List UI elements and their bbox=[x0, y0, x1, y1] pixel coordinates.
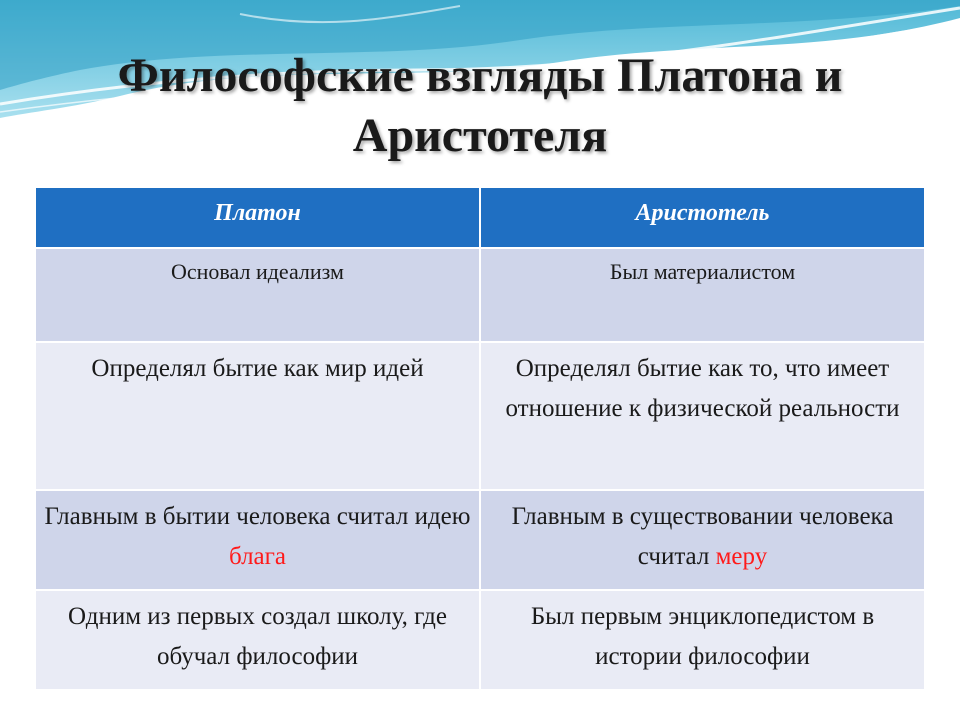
cell-plato: Определял бытие как мир идей bbox=[35, 342, 480, 490]
cell-plato: Главным в бытии человека считал идею блага bbox=[35, 490, 480, 590]
cell-plato: Одним из первых создал школу, где обучал философии bbox=[35, 590, 480, 690]
table-row bbox=[35, 248, 925, 342]
cell-plato: Основал идеализм bbox=[35, 248, 480, 342]
slide-title: Философские взгляды Платона и Аристотеля bbox=[117, 49, 843, 162]
table-row bbox=[35, 490, 925, 590]
cell-aristotle: Был первым энциклопедистом в истории философии bbox=[480, 590, 925, 690]
comparison-table bbox=[34, 186, 926, 691]
table-row bbox=[35, 590, 925, 690]
cell-aristotle: Был материалистом bbox=[480, 248, 925, 342]
cell-aristotle: Главным в существовании человека считал меру bbox=[480, 490, 925, 590]
header-plato: Платон bbox=[35, 187, 480, 248]
highlight-word: блага bbox=[228, 543, 287, 570]
cell-aristotle: Определял бытие как то, что имеет отношение к физической реальности bbox=[480, 342, 925, 490]
highlight-word: меру bbox=[715, 543, 768, 570]
table-row bbox=[35, 342, 925, 490]
table-header-row bbox=[35, 187, 925, 248]
header-aristotle: Аристотель bbox=[480, 187, 925, 248]
